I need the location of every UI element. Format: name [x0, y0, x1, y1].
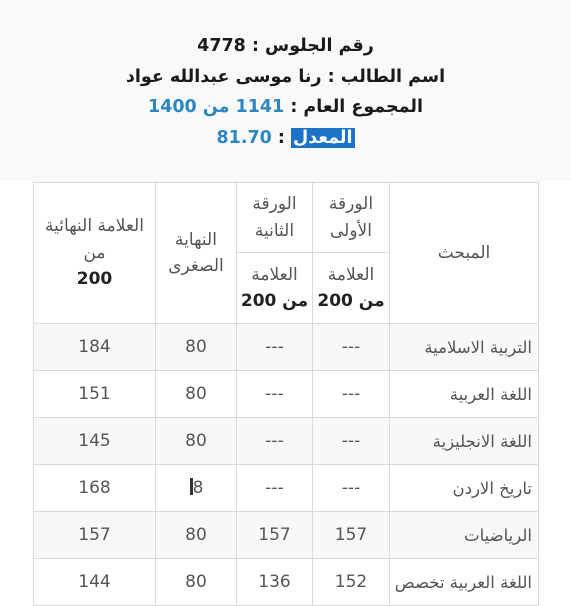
paper2-cell: 136	[237, 559, 313, 606]
final-grade-cell: 145	[34, 418, 156, 465]
final-grade-cell: 157	[34, 512, 156, 559]
final-grade-cell: 151	[34, 371, 156, 418]
min-grade-cell: 80	[156, 371, 237, 418]
paper1-header: الورقة الأولى	[313, 183, 390, 253]
total-line	[0, 97, 571, 117]
total-value: 1141 من 1400	[148, 97, 285, 117]
average-line	[0, 128, 571, 148]
paper1-cell: ---	[313, 418, 390, 465]
subject-cell: اللغة العربية	[390, 371, 539, 418]
paper1-cell: ---	[313, 371, 390, 418]
subject-cell: اللغة الانجليزية	[390, 418, 539, 465]
paper2-header: الورقة الثانية	[237, 183, 313, 253]
average-value: 81.70	[216, 128, 272, 148]
table-row	[34, 512, 539, 559]
average-label[interactable]: المعدل	[293, 128, 353, 148]
paper1-cell: ---	[313, 465, 390, 512]
result-header	[0, 0, 571, 182]
paper2-subheader-line1: العلامة	[251, 264, 298, 285]
min-grade-cell: 80	[156, 512, 237, 559]
final-grade-cell: 144	[34, 559, 156, 606]
subject-cell: الرياضيات	[390, 512, 539, 559]
paper1-cell: ---	[313, 324, 390, 371]
subject-cell: التربية الاسلامية	[390, 324, 539, 371]
paper2-cell: ---	[237, 465, 313, 512]
paper2-subheader-line2: من 200	[240, 291, 309, 311]
grades-table-container	[33, 182, 538, 592]
seat-number-label: رقم الجلوس :	[245, 36, 374, 56]
seat-number-value: 4778	[197, 36, 246, 56]
paper2-cell: ---	[237, 324, 313, 371]
table-row	[34, 559, 539, 606]
min-grade-value: 8	[192, 478, 204, 498]
paper1-subheader-line1: العلامة	[327, 264, 375, 285]
subject-header: المبحث	[390, 183, 539, 324]
final-grade-cell: 184	[34, 324, 156, 371]
grades-table	[33, 182, 539, 606]
seat-number-line	[0, 36, 571, 56]
average-separator: :	[271, 128, 292, 148]
student-name-value: رنا موسى عبدالله عواد	[125, 67, 322, 87]
paper2-subheader	[237, 253, 313, 324]
final-grade-header-line1: العلامة النهائية من	[45, 216, 144, 263]
min-grade-cell: 80	[156, 559, 237, 606]
subject-cell: اللغة العربية تخصص	[390, 559, 539, 606]
min-grade-cell: 80	[156, 324, 237, 371]
final-grade-cell: 168	[34, 465, 156, 512]
student-name-line	[0, 67, 571, 87]
table-row	[34, 324, 539, 371]
final-grade-header	[34, 183, 156, 324]
paper2-cell: ---	[237, 371, 313, 418]
min-grade-header: النهاية الصغرى	[156, 183, 237, 324]
paper1-subheader-line2: من 200	[317, 291, 385, 311]
paper1-subheader	[313, 253, 390, 324]
table-row	[34, 371, 539, 418]
paper1-cell: 152	[313, 559, 390, 606]
paper2-cell: ---	[237, 418, 313, 465]
min-grade-cell: 80	[156, 418, 237, 465]
paper1-cell: 157	[313, 512, 390, 559]
table-row	[34, 465, 539, 512]
min-grade-cell	[156, 465, 237, 512]
paper2-cell: 157	[237, 512, 313, 559]
table-row	[34, 418, 539, 465]
total-label: المجموع العام :	[284, 97, 423, 117]
subject-cell: تاريخ الاردن	[390, 465, 539, 512]
final-grade-header-line2: 200	[76, 269, 113, 290]
student-name-label: اسم الطالب :	[321, 67, 446, 87]
